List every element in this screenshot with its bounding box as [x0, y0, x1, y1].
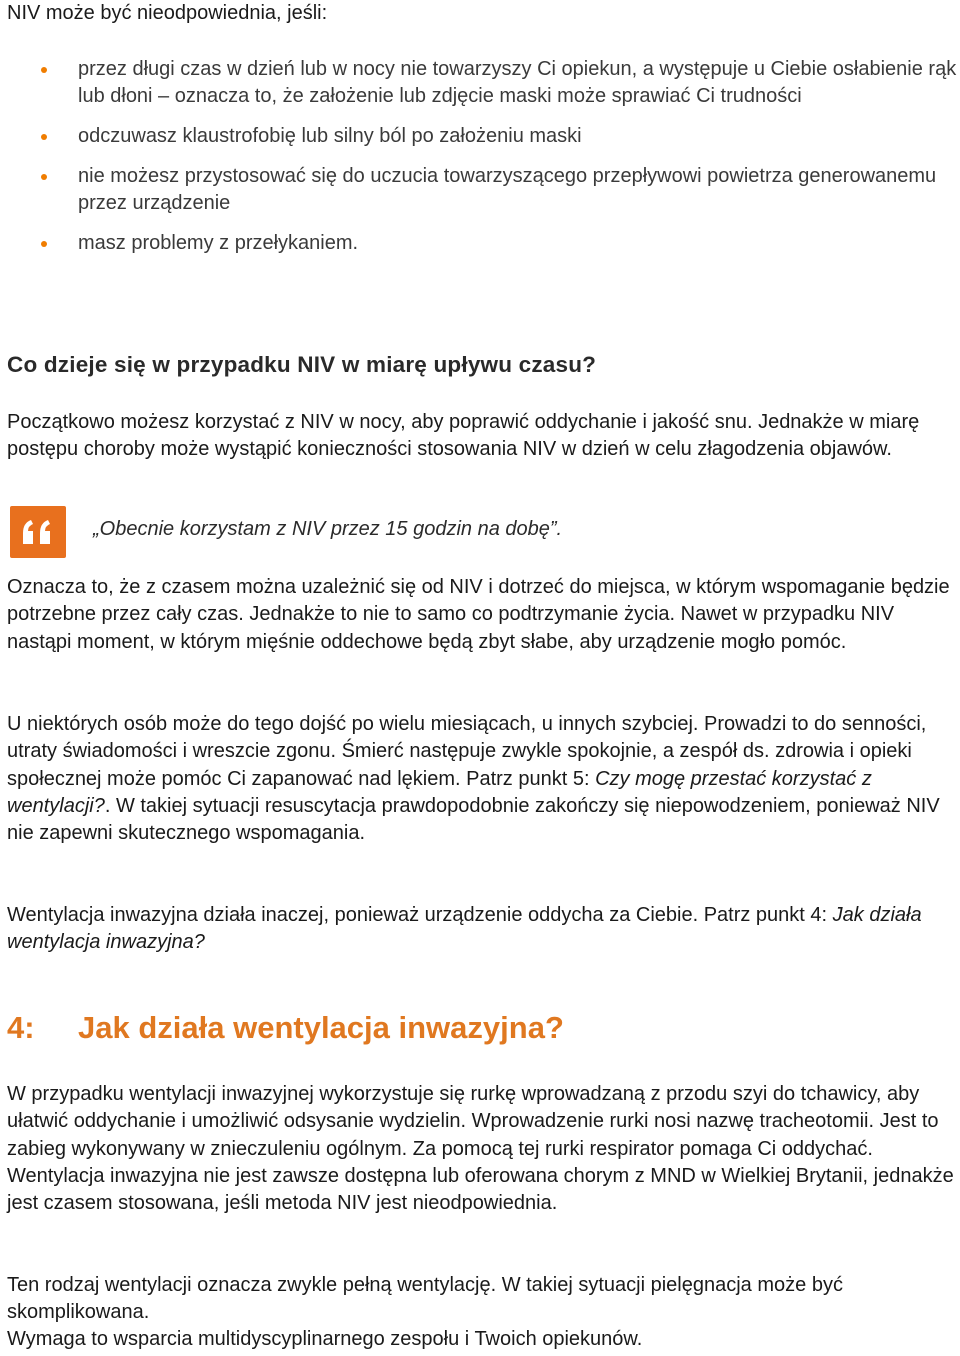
bullet-dot-icon: [41, 241, 47, 247]
intro-text: NIV może być nieodpowiednia, jeśli:: [7, 2, 328, 24]
paragraph-3-text-a: U niektórych osób może do tego dojść po wielu miesiącach, u innych szybciej. Prowadzi to do senności, utraty świadomości i wreszcie zgonu. Śmierć następuje zwykle spokojnie, a zespół ds. zdrowia i opieki społecznej może pomóc Ci zapanować nad lękiem. Patrz punkt 5:: [7, 713, 927, 790]
paragraph-7: Wymaga to wsparcia multidyscyplinarnego zespołu i Twoich opiekunów.: [7, 1328, 643, 1350]
paragraph-1: Początkowo możesz korzystać z NIV w nocy, aby poprawić oddychanie i jakość snu. Jednakże w miarę postępu choroby może wystąpić konieczności stosowania NIV w dzień w celu złagodzenia objawów.: [7, 411, 920, 461]
list-item: [7, 163, 957, 217]
list-item: [7, 123, 957, 150]
list-item-text: przez długi czas w dzień lub w nocy nie towarzyszy Ci opiekun, a występuje u Ciebie osłabienie rąk lub dłoni – oznacza to, że założenie lub zdjęcie maski może sprawiać Ci trudności: [78, 58, 957, 107]
paragraph-5: W przypadku wentylacji inwazyjnej wykorzystuje się rurkę wprowadzaną z przodu szyi do tchawicy, aby ułatwić oddychanie i umożliwić odsysanie wydzielin. Wprowadzenie rurki nosi nazwę tracheotomii. Jest to zabieg wykonywany w znieczuleniu ogólnym. Za pomocą tej rurki respirator pomaga Ci oddychać. Wentylacja inwazyjna nie jest zawsze dostępna lub oferowana chorym z MND w Wielkiej Brytanii, jednakże jest czasem stosowana, jeśli metoda NIV jest nieodpowiednia.: [7, 1083, 954, 1215]
bullet-dot-icon: [41, 67, 47, 73]
bullet-dot-icon: [41, 174, 47, 180]
paragraph-6: Ten rodzaj wentylacji oznacza zwykle pełną wentylację. W takiej sytuacji pielęgnacja może być skomplikowana.: [7, 1274, 843, 1324]
bullet-dot-icon: [41, 134, 47, 140]
quote-text: „Obecnie korzystam z NIV przez 15 godzin na dobę”.: [93, 518, 563, 540]
chapter-heading: [7, 1010, 564, 1046]
bullet-list: [7, 56, 957, 270]
paragraph-3-text-b: . W takiej sytuacji resuscytacja prawdopodobnie zakończy się niepowodzeniem, ponieważ NIV nie zapewni skutecznego wspomagania.: [7, 794, 940, 845]
list-item-text: masz problemy z przełykaniem.: [78, 232, 359, 254]
paragraph-3: [7, 711, 959, 847]
section-heading: Co dzieje się w przypadku NIV w miarę upływu czasu?: [7, 352, 597, 377]
list-item-text: nie możesz przystosować się do uczucia towarzyszącego przepływowi powietrza generowanemu przez urządzenie: [78, 165, 937, 214]
chapter-title: Jak działa wentylacja inwazyjna?: [78, 1010, 564, 1045]
paragraph-4: [7, 902, 959, 957]
list-item: [7, 230, 957, 257]
paragraph-4-reference: Jak działa wentylacja inwazyjna?: [7, 904, 922, 954]
quote-mark-svg: [10, 506, 66, 558]
paragraph-4-text: Wentylacja inwazyjna działa inaczej, ponieważ urządzenie oddycha za Ciebie. Patrz punkt 4:: [7, 904, 833, 926]
quote-mark-icon: [10, 506, 66, 558]
list-item-text: odczuwasz klaustrofobię lub silny ból po założeniu maski: [78, 125, 582, 147]
paragraph-3-reference: Czy mogę przestać korzystać z wentylacji?: [7, 767, 872, 817]
paragraph-2: Oznacza to, że z czasem można uzależnić się od NIV i dotrzeć do miejsca, w którym wspomaganie będzie potrzebne przez cały czas. Jednakże to nie to samo co podtrzymanie życia. Nawet w przypadku NIV nastąpi moment, w którym mięśnie oddechowe będą zbyt słabe, aby urządzenie mogło pomóc.: [7, 576, 950, 653]
chapter-number: 4:: [7, 1010, 35, 1045]
list-item: [7, 56, 957, 110]
